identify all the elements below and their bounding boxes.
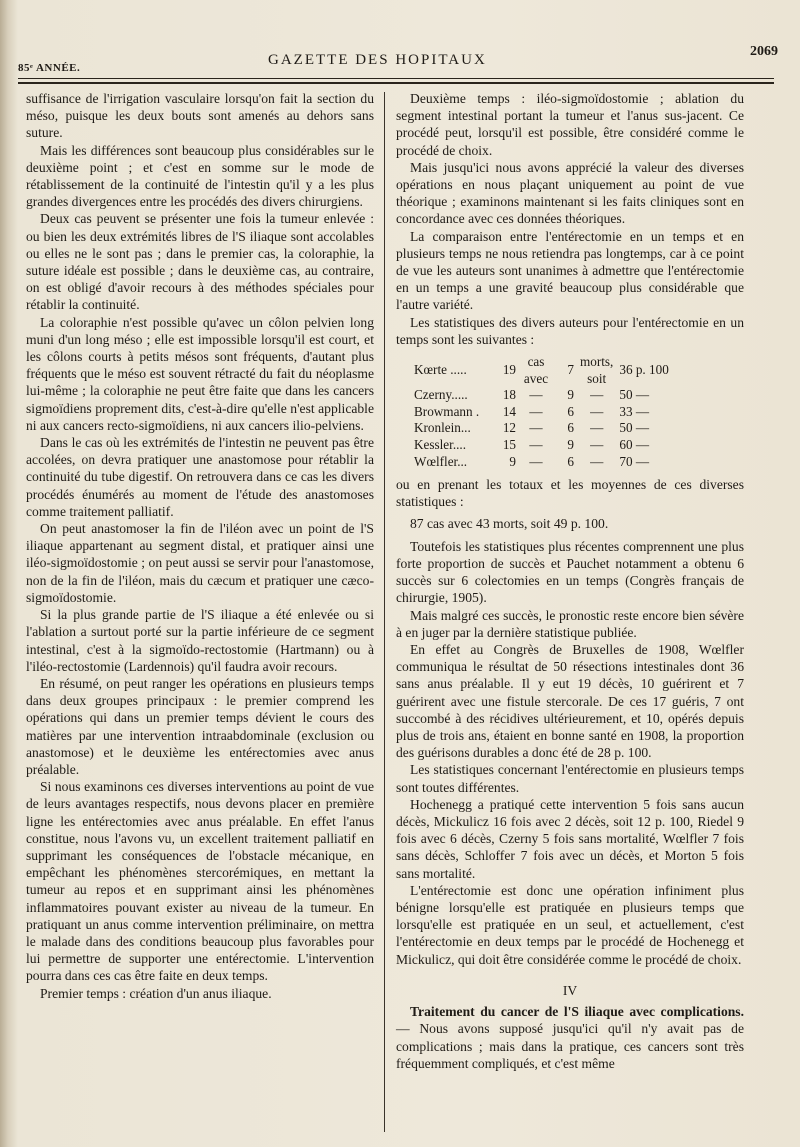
table-cell-morts: — bbox=[590, 403, 604, 419]
table-cell-cases: 9 bbox=[509, 453, 516, 469]
statistics-table bbox=[414, 354, 675, 470]
table-cell-cases: 15 bbox=[502, 437, 516, 453]
section-text: — Nous avons supposé jusqu'ici qu'il n'y avait pas de complications ; mais dans la pratique, ces cancers sont très fréquemment compliqués, et c'est même bbox=[396, 1021, 744, 1071]
section-number: IV bbox=[562, 982, 578, 998]
paragraph: Toutefois les statistiques plus récentes comprennent une plus forte proportion de succès et Pauchet notamment a obtenu 6 succès sur 6 colectomies en un temps (Congrès français de chirurgie, 1905). bbox=[396, 538, 744, 606]
page-number: 2069 bbox=[750, 44, 778, 59]
table-cell-morts: — bbox=[590, 387, 604, 403]
journal-title: GAZETTE DES HOPITAUX bbox=[268, 52, 487, 68]
paragraph: Les statistiques des divers auteurs pour l'entérectomie en un temps sont les suivantes : bbox=[396, 314, 744, 347]
table-cell-avec: cas avec bbox=[523, 354, 549, 386]
paragraph: Mais malgré ces succès, le pronostic reste encore bien sévère à en juger par la dernière statistique publiée. bbox=[396, 607, 744, 640]
table-row bbox=[414, 420, 675, 437]
table-row bbox=[414, 387, 675, 404]
paragraph: Deux cas peuvent se présenter une fois la tumeur enlevée : ou bien les deux extrémités libres de l'S iliaque sont accolables ou elles ne le sont pas ; dans le premier cas, la coloraphie, la suture idéale est possible ; dans le deuxième cas, au contraire, on est obligé d'avoir recours à des méthodes spéciales pour rétablir la continuité. bbox=[26, 211, 374, 313]
table-cell-morts: — bbox=[590, 420, 604, 436]
table-cell-name: Kessler.... bbox=[414, 437, 467, 453]
paragraph: En résumé, on peut ranger les opérations en plusieurs temps dans deux groupes principaux : le premier comprend les opérations qui dans un premier temps dévient le cours des matières par une intervention intraabdominale (exclusion ou anastomose) et le deuxième les entérectomies avec anus préalable. bbox=[26, 675, 374, 777]
table-row bbox=[414, 354, 675, 387]
paragraph: suffisance de l'irrigation vasculaire lorsqu'on fait la section du méso, puisque les deux bouts sont amenés au dehors sans suture. bbox=[26, 91, 374, 141]
table-cell-deaths: 6 bbox=[567, 453, 574, 469]
paragraph: La coloraphie n'est possible qu'avec un côlon pelvien long muni d'un long méso ; elle est impossible lorsqu'il est court, et les côlons courts à petits mésos sont fréquents, d'autant plus fréquents que le méso est souvent rétracté du fait du néoplasme lui-même ; la coloraphie ne peut être faite que dans les cancers sigmoïdiens proprement dits, c'est-à-dire qu'elle n'est applicable ni aux cancers recto-sigmoïdiens, ni aux cancers ilio-pelviens. bbox=[26, 314, 374, 433]
paragraph: On peut anastomoser la fin de l'iléon avec un point de l'S iliaque appartenant au segment distal, et pratiquer ainsi une iléo-sigmoïdostomie ; on peut aussi se servir pour l'anastomose, non de la fin de l'iléon, mais du cæcum et pratiquer une cæco-sigmoïdostomie. bbox=[26, 521, 374, 605]
table-cell-name: Wœlfler... bbox=[414, 453, 468, 469]
right-column bbox=[396, 90, 744, 1072]
table-cell-avec: — bbox=[529, 403, 543, 419]
paragraph: Mais les différences sont beaucoup plus considérables sur le deuxième point ; et c'est en somme sur le mode de rétablissement de la continuité de l'intestin qu'il y a les plus grandes divergences entre les procédés des divers chirurgiens. bbox=[26, 142, 374, 210]
table-cell-name: Kœrte ..... bbox=[414, 362, 467, 378]
table-cell-deaths: 9 bbox=[567, 387, 574, 403]
table-cell-deaths: 6 bbox=[567, 403, 574, 419]
paragraph: L'entérectomie est donc une opération infiniment plus bénigne lorsqu'elle est pratiquée en plusieurs temps que lorsqu'elle est pratiquée en un seul, et actuellement, c'est l'entérectomie en deux temps par le procédé de Hochenegg et Mickulicz, qui doit être considérée comme le procédé de choix. bbox=[396, 882, 744, 967]
header-rule-thick bbox=[18, 82, 774, 84]
table-cell-avec: — bbox=[529, 387, 543, 403]
paragraph: Si nous examinons ces diverses interventions au point de vue de leurs avantages respectifs, nous devons placer en première ligne les entérectomies avec anus préalable. En effet l'anus constitue, nous l'avons vu, un excellent traitement palliatif en supprimant les conséquences de l'obstacle mécanique, en empêchant les phénomènes stercorémiques, en mettant la tumeur au repos et en supprimant ainsi les phénomènes inflammatoires pouvant exister au niveau de la tumeur. En pratiquant un anus comme intervention préliminaire, on mettra le malade dans des conditions beaucoup plus favorables pour lui permettre de supporter une entérectomie. L'intervention pourra dans ces cas être faite en deux temps. bbox=[26, 779, 374, 984]
table-cell-pct: 60 — bbox=[619, 437, 650, 453]
table-cell-morts: — bbox=[590, 453, 604, 469]
table-cell-avec: — bbox=[529, 453, 543, 469]
paragraph: La comparaison entre l'entérectomie en un temps et en plusieurs temps ne nous retiendra pas longtemps, car à ce point de vue les auteurs sont unanimes à admettre que l'entérectomie en un temps a une gravité beaucoup plus considérable que l'autre variété. bbox=[396, 228, 744, 313]
table-cell-morts: morts, soit bbox=[580, 354, 614, 386]
table-cell-pct: 50 — bbox=[619, 420, 650, 436]
table-cell-deaths: 9 bbox=[567, 437, 574, 453]
table-cell-deaths: 7 bbox=[567, 362, 574, 378]
table-cell-cases: 19 bbox=[502, 362, 516, 378]
table-cell-avec: — bbox=[529, 420, 543, 436]
issue-label: 85ᵉ ANNÉE. bbox=[18, 62, 81, 74]
header-rule-thin bbox=[18, 78, 774, 79]
table-row bbox=[414, 437, 675, 454]
table-row bbox=[414, 454, 675, 471]
table-row bbox=[414, 404, 675, 421]
paragraph: Les statistiques concernant l'entérectomie en plusieurs temps sont toutes différentes. bbox=[396, 762, 744, 795]
table-cell-cases: 18 bbox=[502, 387, 516, 403]
paragraph: En effet au Congrès de Bruxelles de 1908, Wœlfler communiqua le résultat de 50 résections intestinales dont 36 sans anus préalable. Il y eut 19 décès, 10 guérirent et 7 guérirent avec une fistule stercorale. De ces 17 guéris, 7 ont succombé à des récidives ultérieurement, et 10, opérés depuis plus de trois ans, étaient en bonne santé en 1908, la proportion des guérisons durables a donc été de 28 p. 100. bbox=[396, 642, 744, 761]
paragraph: Premier temps : création d'un anus iliaque. bbox=[40, 985, 272, 1001]
table-cell-name: Browmann . bbox=[414, 403, 480, 419]
paragraph: Dans le cas où les extrémités de l'intestin ne peuvent pas être accolées, on devra pratiquer une anastomose pour rétablir la continuité du tube digestif. On retrouvera dans ce cas les divers procédés énumérés au moment de l'étude des anastomoses comme traitement palliatif. bbox=[26, 435, 374, 519]
table-cell-pct: 50 — bbox=[619, 387, 650, 403]
section-heading: Traitement du cancer de l'S iliaque avec complications. bbox=[410, 1004, 744, 1020]
paragraph: Deuxième temps : iléo-sigmoïdostomie ; ablation du segment intestinal portant la tumeur et l'anus sus-jacent. Ce procédé peut, lorsqu'il est possible, être considéré comme le procédé de choix. bbox=[396, 91, 744, 158]
totals-line: 87 cas avec 43 morts, soit 49 p. 100. bbox=[410, 515, 609, 531]
table-cell-name: Kronlein... bbox=[414, 420, 471, 436]
left-column bbox=[26, 90, 374, 1002]
table-cell-name: Czerny..... bbox=[414, 387, 468, 403]
paragraph: Si la plus grande partie de l'S iliaque a été enlevée ou si l'ablation a surtout porté sur la partie inférieure de ce segment intestinal, c'est à la sigmoïdo-rectostomie (Hartmann) ou à l'iléo-rectostomie (Lardennois) qu'il faudra avoir recours. bbox=[26, 607, 374, 674]
paragraph: Hochenegg a pratiqué cette intervention 5 fois sans aucun décès, Mickulicz 16 fois avec 2 décès, soit 12 p. 100, Riedel 9 fois avec 6 décès, Czerny 5 fois sans mortalité, Wœlfler 7 fois sans décès, Schloffer 7 fois avec un décès, et Morton 5 fois sans mortalité. bbox=[396, 796, 744, 881]
page-header bbox=[18, 38, 778, 78]
paragraph: Mais jusqu'ici nous avons apprécié la valeur des diverses opérations en nous plaçant uniquement au point de vue théorique ; examinons maintenant si les faits cliniques sont en concordance avec ces données théoriques. bbox=[396, 159, 744, 227]
table-cell-cases: 12 bbox=[502, 420, 516, 436]
column-separator bbox=[384, 92, 385, 1132]
table-cell-pct: 70 — bbox=[619, 453, 650, 469]
table-cell-pct: 36 p. 100 bbox=[619, 362, 669, 378]
paragraph: ou en prenant les totaux et les moyennes de ces diverses statistiques : bbox=[396, 477, 744, 510]
table-cell-cases: 14 bbox=[502, 403, 516, 419]
table-cell-deaths: 6 bbox=[567, 420, 574, 436]
table-cell-pct: 33 — bbox=[619, 403, 650, 419]
table-cell-morts: — bbox=[590, 437, 604, 453]
table-cell-avec: — bbox=[529, 437, 543, 453]
section-paragraph bbox=[396, 1003, 744, 1072]
